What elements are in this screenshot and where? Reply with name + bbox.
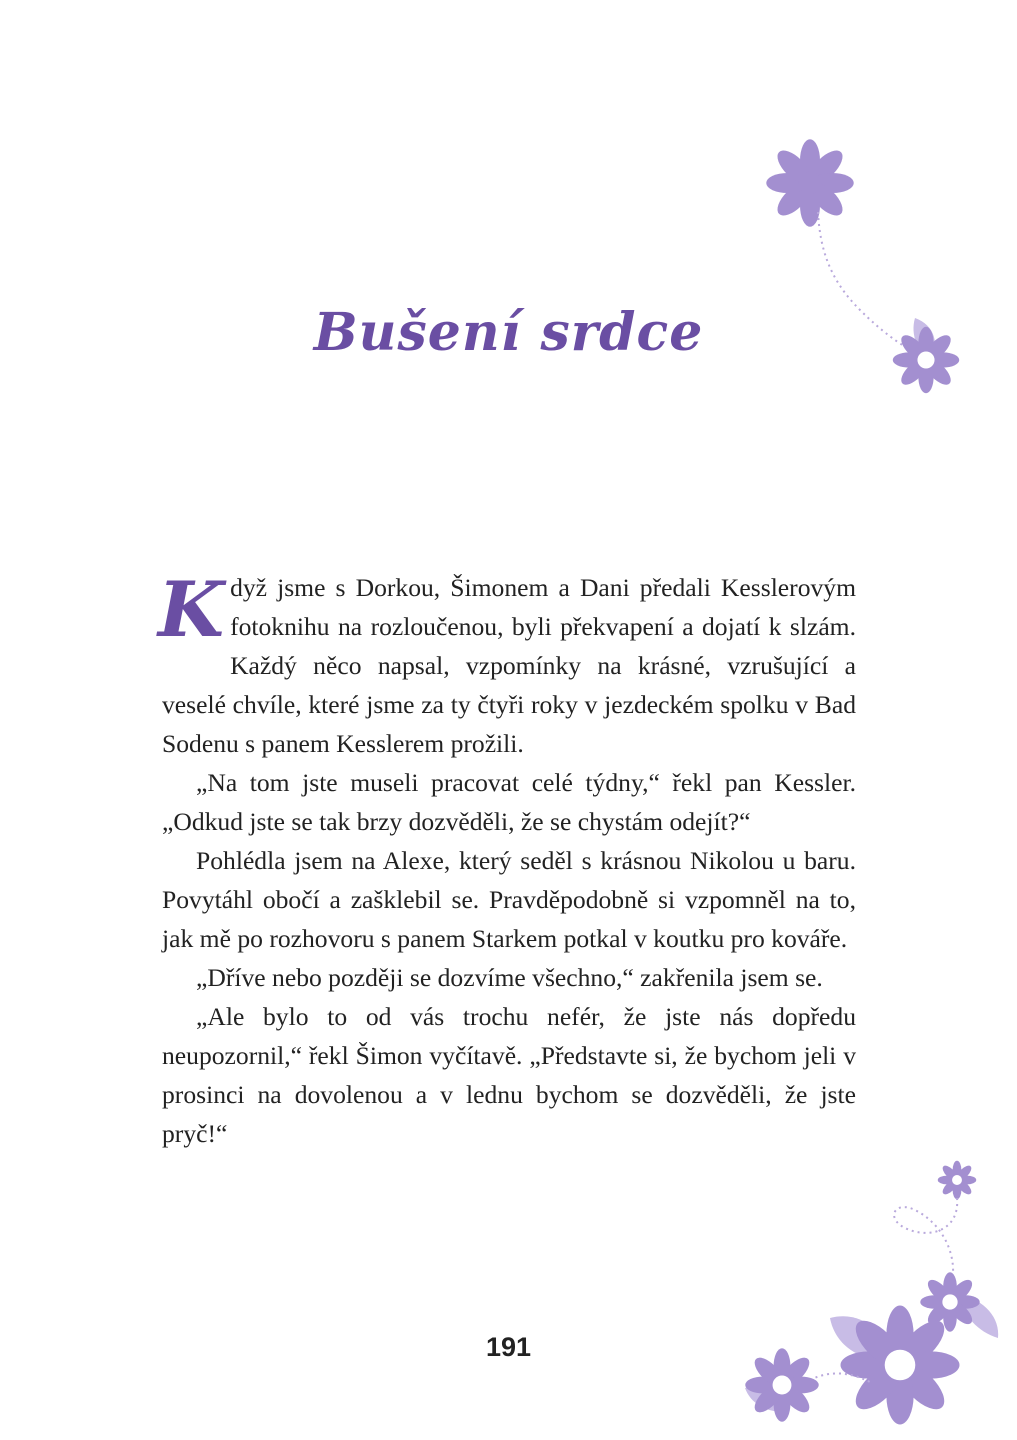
paragraph: „Ale bylo to od vás trochu nefér, že jste nás dopředu neupozornil,“ řekl Šimon vyčítavě. „Představte si, že bychom jeli v prosinci na dovolenou a v lednu bychom se dozvěděli, že jste pryč!“ (162, 1002, 856, 1148)
dropcap: K (158, 565, 225, 654)
paragraph (158, 565, 856, 763)
flower-icon (841, 1306, 960, 1425)
paragraph: „Dříve nebo později se dozvíme všechno,“ zakřenila jsem se. (196, 963, 823, 992)
paragraph: Pohlédla jsem na Alexe, který seděl s krásnou Nikolou u baru. Povytáhl obočí a zašklebil se. Pravděpodobně si vzpomněl na to, jak mě po rozhovoru s panem Starkem potkal v koutku pro kováře. (162, 846, 856, 953)
body-text (158, 565, 856, 1153)
paragraph-text: dyž jsme s Dorkou, Šimonem a Dani předali Kesslerovým fotoknihu na rozloučenou, byli překvapení a dojatí k slzám. Každý něco napsal, vzpomínky na krásné, vzrušující a veselé chvíle, které jsme za ty čtyři roky v jezdeckém spolku v Bad Sodenu s panem Kesslerem prožili. (162, 573, 856, 758)
flower-icon (938, 1161, 977, 1200)
page-number: 191 (485, 1332, 532, 1362)
paragraph: „Na tom jste museli pracovat celé týdny,“ řekl pan Kessler. „Odkud jste se tak brzy dozvěděli, že se chystám odejít?“ (162, 768, 856, 836)
chapter-title: Bušení srdce (313, 302, 704, 363)
flower-icon (766, 139, 854, 227)
